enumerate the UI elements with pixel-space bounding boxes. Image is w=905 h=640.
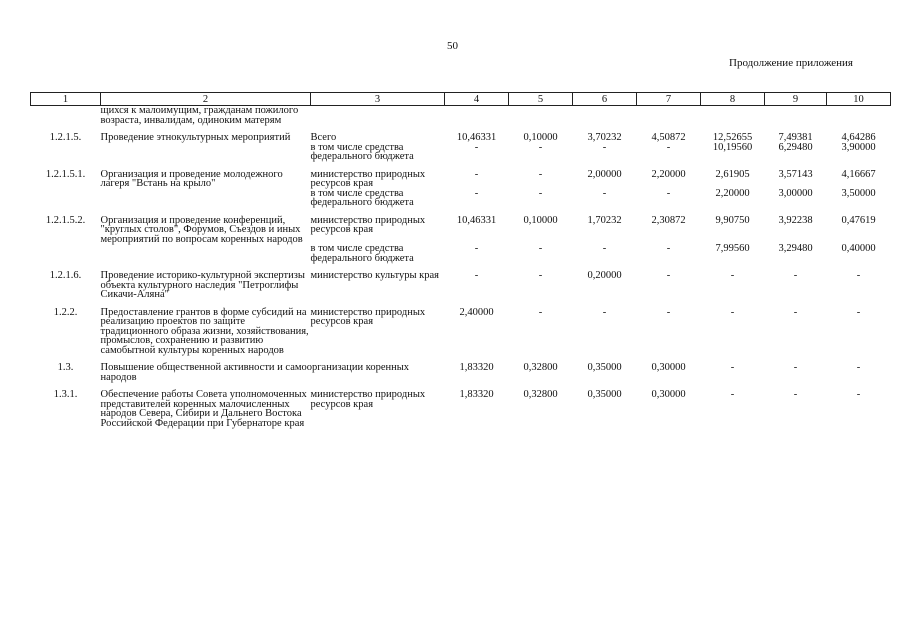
row-value: - bbox=[793, 389, 798, 400]
table-row bbox=[31, 162, 891, 189]
row-value: - bbox=[666, 243, 671, 254]
row-value: - bbox=[856, 270, 861, 281]
table-row bbox=[31, 355, 891, 382]
row-value: - bbox=[730, 306, 735, 318]
row-code bbox=[31, 106, 101, 126]
row-value: - bbox=[793, 306, 798, 318]
row-value: 1,83320 bbox=[459, 389, 494, 400]
row-code bbox=[31, 244, 101, 263]
table-row bbox=[31, 300, 891, 356]
table-row bbox=[31, 189, 891, 208]
row-value: 0,30000 bbox=[651, 389, 686, 400]
budget-table bbox=[30, 92, 891, 428]
col-header: 3 bbox=[311, 93, 445, 106]
table-row bbox=[31, 208, 891, 245]
col-header: 10 bbox=[827, 93, 891, 106]
row-value: - bbox=[856, 389, 861, 400]
row-code: 1.2.2. bbox=[53, 306, 78, 318]
row-funding-source: министерство природных ресурсов края bbox=[310, 168, 426, 189]
row-value: - bbox=[602, 243, 607, 254]
header-row bbox=[31, 93, 891, 106]
row-funding-source: министерство культуры края bbox=[310, 270, 440, 281]
row-value: 10,46331 bbox=[456, 132, 497, 143]
table-row bbox=[31, 263, 891, 300]
row-value: 1,70232 bbox=[587, 214, 622, 226]
row-code bbox=[31, 189, 101, 208]
row-value: - bbox=[666, 141, 671, 153]
row-value: 0,32800 bbox=[523, 362, 558, 373]
row-value: 4,16667 bbox=[841, 168, 876, 180]
row-value: 3,00000 bbox=[778, 187, 813, 199]
row-value: 0,35000 bbox=[587, 389, 622, 400]
row-value: - bbox=[793, 362, 798, 373]
row-value: 7,49381 bbox=[778, 132, 813, 143]
row-value: - bbox=[474, 187, 479, 199]
row-value: 3,29480 bbox=[778, 243, 813, 254]
table-row bbox=[31, 143, 891, 162]
row-code: 1.2.1.5.2. bbox=[45, 214, 86, 226]
row-value: - bbox=[474, 243, 479, 254]
row-code: 1.2.1.6. bbox=[49, 270, 82, 281]
col-header: 4 bbox=[445, 93, 509, 106]
row-value bbox=[827, 106, 891, 126]
row-funding-source: министерство природных ресурсов края bbox=[310, 389, 426, 410]
col-header: 5 bbox=[509, 93, 573, 106]
row-name bbox=[101, 189, 311, 208]
row-value: 6,29480 bbox=[778, 141, 813, 153]
row-value: - bbox=[602, 306, 607, 318]
col-header: 7 bbox=[637, 93, 701, 106]
row-value: 4,64286 bbox=[841, 132, 876, 143]
row-value: 10,19560 bbox=[712, 141, 753, 153]
row-value: 0,47619 bbox=[841, 214, 876, 226]
row-code: 1.3.1. bbox=[53, 389, 78, 400]
row-name: Организация и проведение молодежного лагеря "Встань на крыло" bbox=[100, 168, 283, 189]
row-value: 0,35000 bbox=[587, 362, 622, 373]
row-value: - bbox=[730, 362, 735, 373]
row-value bbox=[573, 106, 637, 126]
col-header: 8 bbox=[701, 93, 765, 106]
row-value: 4,50872 bbox=[651, 132, 686, 143]
row-value: 2,61905 bbox=[715, 168, 750, 180]
row-name bbox=[101, 244, 311, 263]
row-value: 0,10000 bbox=[523, 132, 558, 143]
row-value: 3,50000 bbox=[841, 187, 876, 199]
row-value: 2,30872 bbox=[651, 214, 686, 226]
row-value: 2,20000 bbox=[651, 168, 686, 180]
row-value: - bbox=[666, 187, 671, 199]
row-value: - bbox=[856, 306, 861, 318]
continuation-label: Продолжение приложения bbox=[729, 57, 853, 69]
table-row bbox=[31, 244, 891, 263]
row-value bbox=[765, 106, 827, 126]
row-value: 7,99560 bbox=[715, 243, 750, 254]
row-name: Организация и проведение конференций, "круглых столов", Форумов, Съездов и иных мероприятий по вопросам коренных народов bbox=[100, 214, 303, 245]
row-value: - bbox=[538, 243, 543, 254]
row-value bbox=[637, 106, 701, 126]
row-funding-source: Всего bbox=[310, 132, 337, 143]
row-value: - bbox=[538, 270, 543, 281]
row-value: - bbox=[793, 270, 798, 281]
row-value: - bbox=[538, 141, 543, 153]
row-name: Обеспечение работы Совета уполномоченных представителей коренных малочисленных народов Севера, Сибири и Дальнего Востока Российской Федерации при Губернаторе края bbox=[100, 389, 307, 429]
row-value: 3,70232 bbox=[587, 132, 622, 143]
row-value: - bbox=[538, 187, 543, 199]
row-name: Повышение общественной активности и самоорганизации коренных народов bbox=[100, 362, 410, 383]
col-header: 6 bbox=[573, 93, 637, 106]
row-value: 1,83320 bbox=[459, 362, 494, 373]
row-value: 0,20000 bbox=[587, 270, 622, 281]
row-value: - bbox=[602, 187, 607, 199]
row-funding-source: в том числе средства федерального бюджета bbox=[310, 187, 414, 208]
row-name: Проведение историко-культурной экспертизы объекта культурного наследия "Петроглифы Сикачи-Аляна" bbox=[100, 270, 305, 300]
row-funding-source: министерство природных ресурсов края bbox=[310, 214, 426, 235]
row-name bbox=[101, 143, 311, 162]
row-value: 3,57143 bbox=[778, 168, 813, 180]
row-value: 0,32800 bbox=[523, 389, 558, 400]
table-row bbox=[31, 125, 891, 143]
row-value: 12,52655 bbox=[712, 132, 753, 143]
row-value: 2,00000 bbox=[587, 168, 622, 180]
row-name: щихся к малоимущим, гражданам пожилого возраста, инвалидам, одиноким матерям bbox=[100, 105, 299, 126]
row-value bbox=[701, 106, 765, 126]
row-value: - bbox=[666, 306, 671, 318]
row-value: 0,30000 bbox=[651, 362, 686, 373]
row-funding-source bbox=[311, 106, 445, 126]
row-value: 9,90750 bbox=[715, 214, 750, 226]
row-value: - bbox=[730, 270, 735, 281]
table-row bbox=[31, 106, 891, 126]
row-code: 1.2.1.5. bbox=[49, 132, 82, 143]
row-value: - bbox=[538, 168, 543, 180]
row-code: 1.2.1.5.1. bbox=[45, 168, 86, 180]
row-name: Проведение этнокультурных мероприятий bbox=[100, 132, 291, 143]
row-value: - bbox=[474, 168, 479, 180]
row-funding-source: министерство природных ресурсов края bbox=[310, 306, 426, 327]
row-code bbox=[31, 143, 101, 162]
table-body bbox=[31, 106, 891, 429]
row-value: 0,10000 bbox=[523, 214, 558, 226]
row-value: - bbox=[474, 141, 479, 153]
row-value bbox=[445, 106, 509, 126]
row-funding-source: в том числе средства федерального бюджета bbox=[310, 243, 414, 264]
row-value: - bbox=[474, 270, 479, 281]
row-value: - bbox=[538, 306, 543, 318]
row-code: 1.3. bbox=[57, 362, 74, 373]
row-value: 3,92238 bbox=[778, 214, 813, 226]
row-value: 2,40000 bbox=[459, 306, 494, 318]
row-value: - bbox=[666, 270, 671, 281]
page-number: 50 bbox=[447, 40, 458, 52]
col-header: 1 bbox=[31, 93, 101, 106]
col-header: 2 bbox=[101, 93, 311, 106]
row-value: - bbox=[602, 141, 607, 153]
row-value: 3,90000 bbox=[841, 141, 876, 153]
row-value: 2,20000 bbox=[715, 187, 750, 199]
row-value: 0,40000 bbox=[841, 243, 876, 254]
row-value: - bbox=[856, 362, 861, 373]
row-name: Предоставление грантов в форме субсидий на реализацию проектов по защите традиционного образа жизни, хозяйствования, промыслов, сохранению и развитию самобытной культуры коренных народов bbox=[100, 306, 309, 356]
table-row bbox=[31, 382, 891, 428]
row-value: 10,46331 bbox=[456, 214, 497, 226]
row-value: - bbox=[730, 389, 735, 400]
row-value bbox=[509, 106, 573, 126]
row-funding-source: в том числе средства федерального бюджета bbox=[310, 141, 414, 162]
col-header: 9 bbox=[765, 93, 827, 106]
